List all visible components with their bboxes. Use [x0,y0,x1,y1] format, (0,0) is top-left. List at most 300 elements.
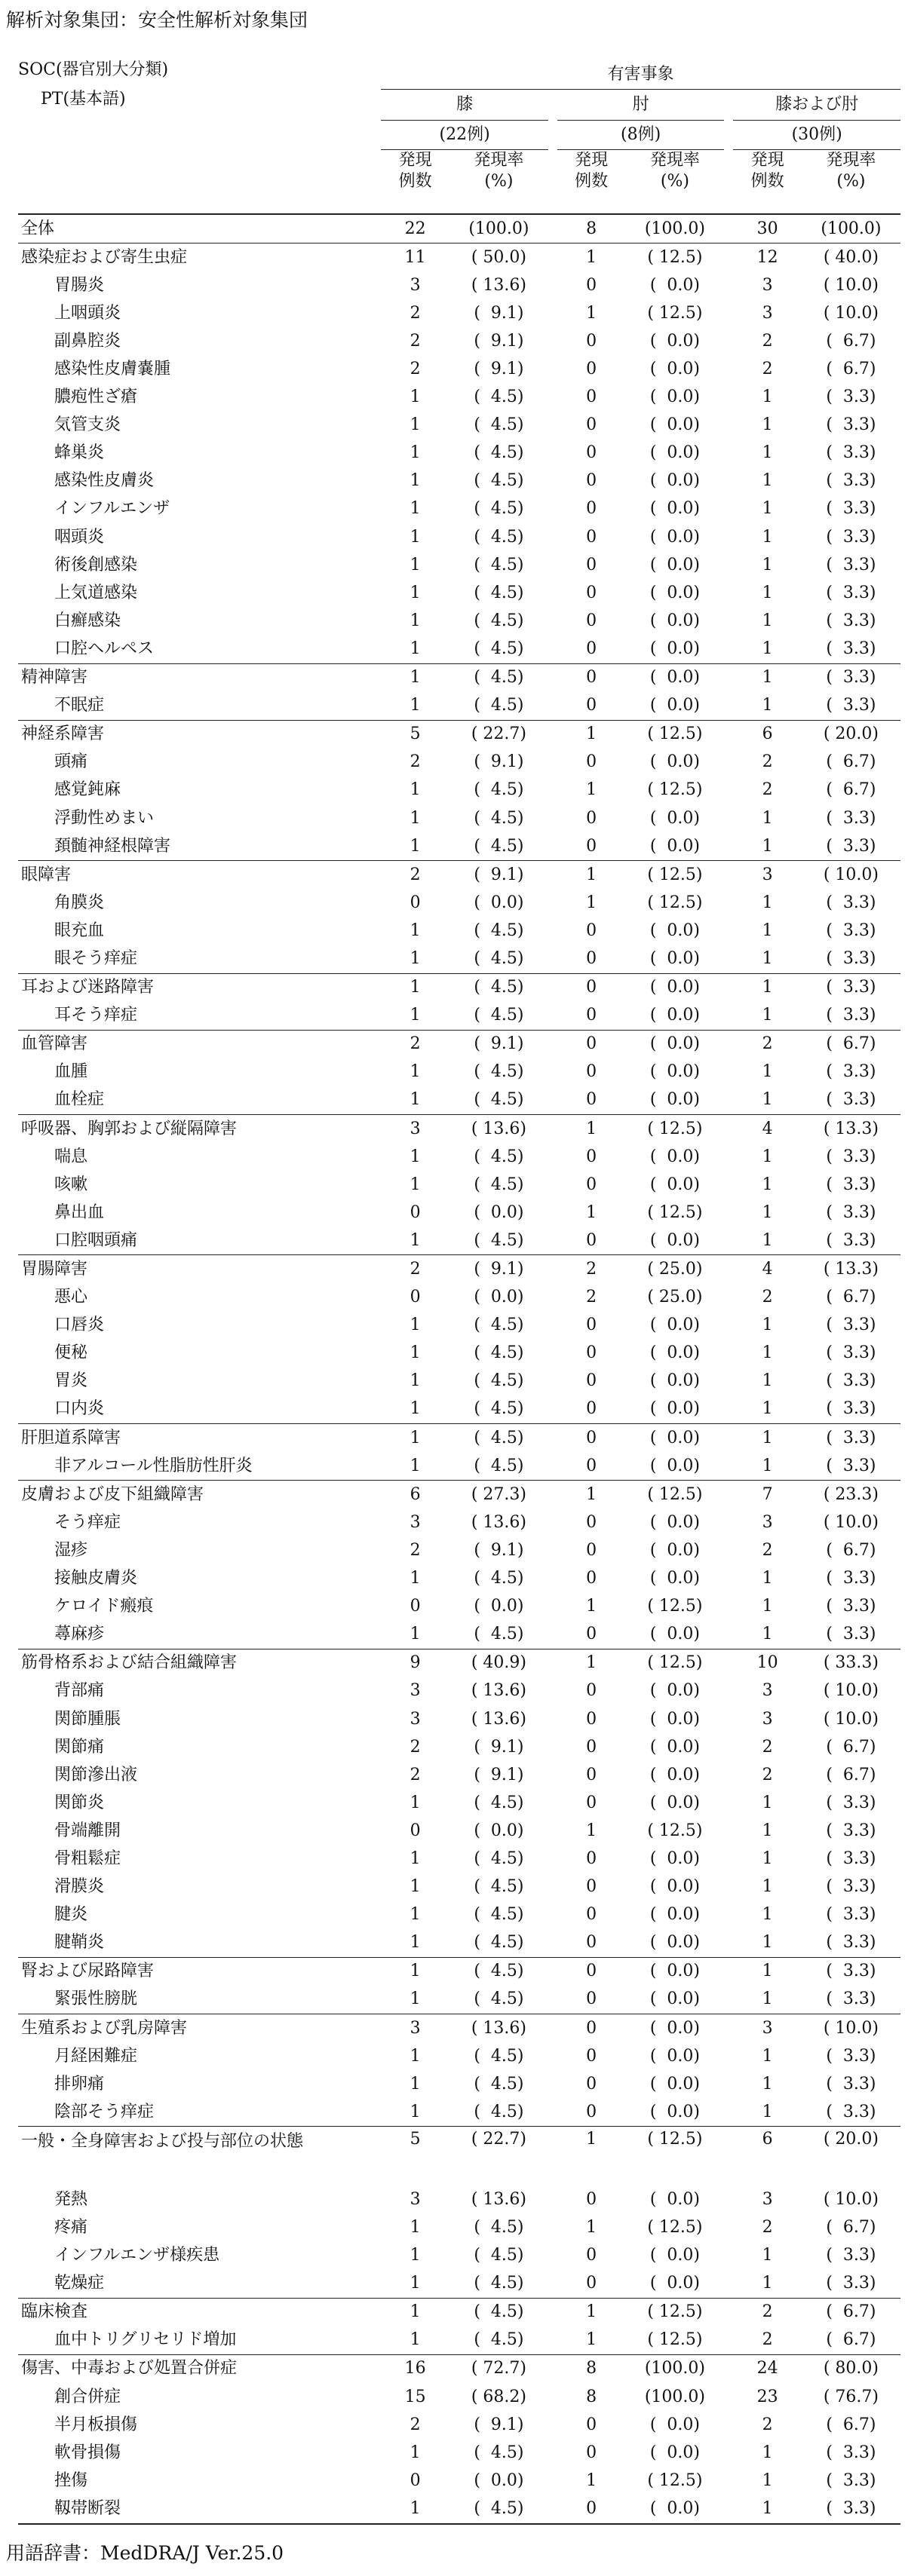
rate-knee-and-elbow: (100.0) [802,214,900,244]
pt-row [18,327,900,355]
count-column-header: 発現 例数 [381,150,449,215]
count-knee-and-elbow: 1 [733,973,802,1002]
rate-knee-and-elbow: ( 3.3) [802,663,900,692]
rate-elbow: ( 25.0) [647,1288,703,1307]
pt-row [18,1817,900,1845]
count-elbow: 2 [586,1288,597,1307]
count-knee: 1 [410,1456,421,1475]
pt-row [18,2467,900,2495]
rate-elbow: ( 12.5) [647,893,703,912]
rate-elbow: ( 0.0) [649,2246,700,2265]
count-elbow: 0 [586,1090,597,1110]
count-knee: 1 [410,611,421,630]
soc-row [18,1030,900,1058]
count-knee: 6 [381,1481,449,1509]
count-knee: 2 [381,861,449,890]
pt-row [18,1705,900,1733]
pt-name: 膿疱性ざ瘡 [54,387,138,407]
rate-knee-and-elbow: ( 3.3) [826,1456,876,1475]
count-knee-and-elbow: 2 [762,2415,773,2434]
rate-knee-and-elbow: ( 3.3) [826,1175,876,1194]
count-knee-and-elbow: 1 [762,611,773,630]
pt-row [18,1002,900,1031]
count-elbow: 0 [557,663,626,692]
rate-knee-and-elbow: ( 3.3) [826,1933,876,1953]
pt-name: 陰部そう痒症 [54,2102,155,2121]
rate-knee-and-elbow: ( 3.3) [826,1399,876,1419]
count-elbow: 0 [586,1456,597,1475]
count-elbow: 0 [586,1765,597,1784]
count-knee-and-elbow: 3 [762,275,773,295]
rate-elbow: ( 0.0) [649,611,700,630]
soc-row [18,2298,900,2326]
pt-row [18,832,900,861]
rate-knee-and-elbow: ( 3.3) [826,499,876,519]
rate-knee: ( 4.5) [474,2046,524,2066]
soc-name: 筋骨格系および結合組織障害 [18,1649,381,1677]
count-elbow: 0 [586,2074,597,2094]
pt-row [18,2411,900,2439]
count-elbow: 1 [557,1481,626,1509]
rate-elbow: ( 12.5) [647,1202,703,1222]
count-elbow: 0 [586,387,597,407]
rate-elbow: ( 0.0) [625,1030,724,1058]
rate-knee: ( 4.5) [474,836,524,856]
count-knee-and-elbow: 3 [762,2189,773,2209]
count-knee-and-elbow: 1 [762,1175,773,1194]
count-elbow: 0 [586,752,597,772]
count-knee-and-elbow: 6 [733,720,802,749]
count-knee-and-elbow: 1 [762,920,773,940]
rate-knee-and-elbow: ( 3.3) [826,2443,876,2462]
pt-row [18,1368,900,1395]
rate-knee-and-elbow: ( 23.3) [802,1481,900,1509]
count-knee-and-elbow: 1 [762,2102,773,2121]
soc-row [18,663,900,692]
count-knee-and-elbow: 3 [762,303,773,323]
count-knee-and-elbow: 2 [762,780,773,800]
rate-elbow: ( 0.0) [649,1316,700,1335]
rate-knee-and-elbow: ( 3.3) [826,1625,876,1644]
soc-column-header: SOC(器官別大分類) [18,60,169,79]
rate-knee: ( 9.1) [474,1765,524,1784]
count-elbow: 0 [586,2246,597,2265]
count-knee-and-elbow: 1 [762,1933,773,1953]
pt-row [18,1593,900,1621]
pt-row [18,1086,900,1115]
count-knee: 1 [410,1399,421,1419]
rate-knee-and-elbow: ( 80.0) [802,2354,900,2383]
rate-elbow: ( 0.0) [649,1006,700,1025]
rate-knee: ( 72.7) [449,2354,548,2383]
rate-knee: ( 4.5) [474,696,524,715]
rate-knee: ( 9.1) [449,1255,548,1284]
rate-knee-and-elbow: ( 3.3) [826,1989,876,2009]
pt-row [18,945,900,973]
rate-elbow: ( 0.0) [649,1230,700,1250]
rate-knee: ( 9.1) [474,2415,524,2434]
pt-row [18,1199,900,1227]
rate-elbow: ( 12.5) [625,1649,724,1677]
count-column-header: 発現 例数 [557,150,626,215]
dictionary-footnote: 用語辞書：MedDRA/J Ver.25.0 [6,2542,284,2564]
rate-knee-and-elbow: ( 3.3) [826,920,876,940]
rate-knee-and-elbow: ( 3.3) [826,1090,876,1110]
rate-knee: ( 4.5) [474,387,524,407]
soc-name: 感染症および寄生虫症 [18,244,381,272]
count-elbow: 0 [586,1371,597,1391]
count-knee-and-elbow: 12 [733,244,802,272]
count-knee-and-elbow: 2 [733,1030,802,1058]
pt-row [18,1536,900,1564]
count-knee: 2 [410,1737,421,1757]
count-elbow: 0 [586,2498,597,2518]
soc-name: 呼吸器、胸郭および縦隔障害 [18,1115,381,1144]
count-elbow: 0 [586,948,597,968]
count-elbow: 2 [557,1255,626,1284]
rate-knee: ( 0.0) [474,1597,524,1616]
pt-name: 疼痛 [54,2218,88,2238]
count-knee: 15 [404,2387,426,2406]
count-knee: 3 [381,1115,449,1144]
pt-row [18,1395,900,1424]
pt-row [18,1901,900,1929]
count-knee-and-elbow: 3 [762,1512,773,1532]
rate-knee: ( 4.5) [474,2246,524,2265]
count-knee-and-elbow: 2 [762,2330,773,2350]
pt-name: 関節痛 [54,1737,105,1757]
pt-name: 月経困難症 [54,2046,138,2066]
count-elbow: 0 [586,639,597,658]
pt-name: 眼そう痒症 [54,948,138,968]
pt-name: 血栓症 [54,1090,105,1110]
rate-elbow: ( 0.0) [649,1737,700,1757]
count-elbow: 0 [557,1030,626,1058]
pt-row [18,440,900,467]
count-knee: 1 [410,471,421,491]
count-knee-and-elbow: 1 [762,893,773,912]
pt-row [18,2242,900,2270]
soc-name: 胃腸障害 [18,1255,381,1284]
pt-name: 感染性皮膚嚢腫 [54,360,171,379]
rate-elbow: (100.0) [625,214,724,244]
count-knee-and-elbow: 1 [762,836,773,856]
pt-name: 排卵痛 [54,2074,105,2094]
pt-name: 咽頭炎 [54,527,105,547]
count-knee: 0 [410,1288,421,1307]
rate-elbow: ( 0.0) [625,1424,724,1453]
rate-elbow: ( 0.0) [649,583,700,602]
count-knee-and-elbow: 1 [762,1905,773,1925]
rate-knee-and-elbow: ( 3.3) [826,696,876,715]
rate-elbow: ( 0.0) [649,1147,700,1166]
rate-knee: ( 4.5) [474,1989,524,2009]
count-knee-and-elbow: 1 [762,1849,773,1868]
rate-elbow: ( 0.0) [649,387,700,407]
count-knee-and-elbow: 1 [762,1793,773,1812]
count-elbow: 0 [586,1512,597,1532]
count-elbow: 0 [586,1175,597,1194]
pt-row [18,467,900,495]
count-elbow: 1 [586,2470,597,2490]
rate-knee-and-elbow: ( 10.0) [823,1681,879,1701]
count-elbow: 0 [557,1957,626,1986]
pt-name: 腱鞘炎 [54,1933,105,1953]
pt-row [18,1171,900,1199]
pt-name: 眼充血 [54,920,105,940]
soc-name: 神経系障害 [18,720,381,749]
rate-knee-and-elbow: ( 3.3) [826,2046,876,2066]
adverse-events-header: 有害事象 [381,60,900,90]
pt-name: 白癬感染 [54,611,121,630]
pt-row [18,2439,900,2467]
count-elbow: 0 [586,360,597,379]
pt-row [18,1284,900,1312]
count-knee: 1 [410,2046,421,2066]
count-knee: 1 [410,387,421,407]
rate-knee: ( 9.1) [474,360,524,379]
count-knee-and-elbow: 1 [762,1006,773,1025]
pt-name: 湿疹 [54,1540,88,1560]
pt-name: 関節炎 [54,1793,105,1812]
rate-knee-and-elbow: ( 3.3) [826,1849,876,1868]
pt-row [18,1733,900,1761]
count-elbow: 0 [586,1849,597,1868]
count-knee-and-elbow: 3 [733,2014,802,2043]
pt-row [18,1845,900,1873]
rate-elbow: ( 12.5) [625,861,724,890]
rate-knee: ( 4.5) [474,1877,524,1897]
pt-name: 副鼻腔炎 [54,331,121,351]
rate-elbow: ( 0.0) [649,639,700,658]
count-knee-and-elbow: 1 [762,2246,773,2265]
count-elbow: 1 [557,1649,626,1677]
count-knee-and-elbow: 1 [762,527,773,547]
count-knee: 1 [410,1569,421,1588]
count-elbow: 0 [586,1989,597,2009]
count-knee: 2 [410,1540,421,1560]
rate-knee: ( 4.5) [474,1569,524,1588]
rate-knee: ( 4.5) [474,2274,524,2293]
count-knee: 2 [410,303,421,323]
count-knee: 1 [381,973,449,1002]
count-knee: 1 [410,499,421,519]
count-knee: 3 [410,1709,421,1729]
count-knee: 1 [410,1062,421,1082]
count-knee: 3 [410,1512,421,1532]
rate-elbow: ( 0.0) [649,2102,700,2121]
rate-knee: ( 4.5) [474,1625,524,1644]
pt-name: 角膜炎 [54,893,105,912]
rate-knee: ( 4.5) [474,1147,524,1166]
count-knee: 1 [410,1371,421,1391]
rate-knee-and-elbow: ( 40.0) [802,244,900,272]
rate-knee: ( 4.5) [474,1933,524,1953]
count-elbow: 0 [586,1540,597,1560]
count-knee-and-elbow: 1 [762,1371,773,1391]
count-knee: 1 [410,1230,421,1250]
rate-knee: ( 4.5) [474,415,524,435]
pt-name: 鼻出血 [54,1202,105,1222]
rate-knee-and-elbow: ( 6.7) [826,752,876,772]
count-elbow: 0 [586,1147,597,1166]
count-knee: 2 [410,331,421,351]
pt-row [18,692,900,721]
rate-knee: ( 4.5) [474,583,524,602]
count-elbow: 0 [557,2014,626,2043]
soc-row [18,1481,900,1509]
pt-row [18,2270,900,2299]
count-elbow: 0 [586,2102,597,2121]
rate-elbow: ( 0.0) [649,1905,700,1925]
pt-name: 胃腸炎 [54,275,105,295]
count-elbow: 0 [586,499,597,519]
rate-knee-and-elbow: ( 3.3) [802,1424,900,1453]
rate-knee-and-elbow: ( 3.3) [826,443,876,463]
pt-row [18,551,900,579]
rate-knee-and-elbow: ( 3.3) [826,471,876,491]
rate-knee-and-elbow: ( 3.3) [826,1905,876,1925]
rate-elbow: ( 0.0) [649,1343,700,1363]
pt-row [18,271,900,299]
rate-knee-and-elbow: ( 3.3) [826,948,876,968]
count-elbow: 0 [586,1877,597,1897]
pt-row [18,917,900,945]
count-knee: 1 [410,780,421,800]
pt-name: 術後創感染 [54,555,138,574]
rate-elbow: ( 0.0) [649,2443,700,2462]
count-knee: 16 [381,2354,449,2383]
rate-knee: ( 4.5) [449,1424,548,1453]
rate-knee-and-elbow: ( 3.3) [826,2274,876,2293]
rate-elbow: ( 25.0) [625,1255,724,1284]
soc-row [18,244,900,272]
pt-name: 咳嗽 [54,1175,88,1194]
count-knee: 1 [410,696,421,715]
count-knee-and-elbow: 2 [762,360,773,379]
count-knee-and-elbow: 2 [762,1765,773,1784]
count-knee: 1 [410,1175,421,1194]
pt-row [18,2326,900,2355]
rate-knee-and-elbow: ( 6.7) [826,1737,876,1757]
count-knee-and-elbow: 1 [762,2274,773,2293]
count-knee: 2 [410,360,421,379]
pt-name: 胃炎 [54,1371,88,1391]
rate-knee-and-elbow: ( 6.7) [826,1540,876,1560]
count-elbow: 1 [557,1115,626,1144]
count-elbow: 8 [586,2387,597,2406]
pt-row [18,1312,900,1340]
rate-knee: ( 4.5) [474,1316,524,1335]
rate-knee: ( 4.5) [474,1905,524,1925]
count-knee: 1 [410,2498,421,2518]
count-knee: 1 [410,2218,421,2238]
count-knee-and-elbow: 1 [733,1957,802,1986]
rate-elbow: ( 0.0) [649,1849,700,1868]
count-knee: 1 [410,1849,421,1868]
count-knee-and-elbow: 1 [762,583,773,602]
count-knee-and-elbow: 3 [762,1681,773,1701]
count-elbow: 0 [586,1933,597,1953]
rate-knee: ( 0.0) [474,1202,524,1222]
count-knee: 1 [410,1316,421,1335]
count-knee-and-elbow: 1 [762,1343,773,1363]
rate-elbow: ( 0.0) [649,2274,700,2293]
rate-knee-and-elbow: ( 6.7) [826,2330,876,2350]
rate-knee-and-elbow: ( 20.0) [802,2127,900,2186]
soc-row [18,2354,900,2383]
count-knee: 1 [381,1424,449,1453]
count-knee: 0 [410,1202,421,1222]
rate-knee: ( 9.1) [474,752,524,772]
rate-knee-and-elbow: ( 6.7) [802,1030,900,1058]
rate-knee-and-elbow: ( 6.7) [826,1765,876,1784]
pt-name: ケロイド瘢痕 [54,1597,154,1616]
rate-knee-and-elbow: ( 6.7) [826,2415,876,2434]
group-n-knee-and-elbow: (30例) [733,121,900,150]
pt-name: 上咽頭炎 [54,303,121,323]
rate-knee: ( 0.0) [474,893,524,912]
count-knee: 1 [410,2246,421,2265]
rate-knee: ( 9.1) [449,1030,548,1058]
rate-knee: ( 27.3) [449,1481,548,1509]
count-knee-and-elbow: 4 [733,1255,802,1284]
count-knee: 1 [410,415,421,435]
rate-elbow: ( 0.0) [649,1765,700,1784]
count-knee-and-elbow: 2 [762,1737,773,1757]
pt-name: 喘息 [54,1147,88,1166]
rate-elbow: ( 12.5) [647,1597,703,1616]
count-elbow: 0 [586,1709,597,1729]
rate-knee: ( 40.9) [449,1649,548,1677]
rate-elbow: ( 12.5) [625,1115,724,1144]
rate-elbow: ( 12.5) [625,1481,724,1509]
rate-knee: ( 4.5) [474,443,524,463]
soc-name: 耳および迷路障害 [18,973,381,1002]
rate-knee-and-elbow: ( 3.3) [826,1877,876,1897]
count-elbow: 0 [586,696,597,715]
rate-elbow: (100.0) [625,2354,724,2383]
rate-knee-and-elbow: ( 3.3) [826,1821,876,1840]
count-knee: 1 [410,527,421,547]
rate-knee: ( 4.5) [474,1399,524,1419]
count-knee-and-elbow: 7 [733,1481,802,1509]
soc-row [18,720,900,749]
count-knee: 0 [410,1597,421,1616]
rate-knee: ( 13.6) [449,2014,548,2043]
count-elbow: 0 [586,2274,597,2293]
rate-knee: ( 4.5) [474,1062,524,1082]
pt-row [18,1452,900,1481]
rate-knee: ( 4.5) [474,471,524,491]
rate-elbow: ( 0.0) [649,2415,700,2434]
rate-knee-and-elbow: ( 3.3) [826,2470,876,2490]
count-knee: 1 [410,639,421,658]
rate-knee: ( 4.5) [474,2074,524,2094]
count-knee-and-elbow: 1 [762,1062,773,1082]
rate-knee-and-elbow: ( 3.3) [826,415,876,435]
rate-knee: ( 4.5) [474,527,524,547]
pt-row [18,1761,900,1789]
count-knee: 11 [381,244,449,272]
rate-knee-and-elbow: ( 3.3) [826,2102,876,2121]
rate-knee: ( 9.1) [474,1540,524,1560]
rate-elbow: ( 0.0) [649,415,700,435]
pt-name: 口腔咽頭痛 [54,1230,138,1250]
count-elbow: 0 [557,973,626,1002]
count-knee: 1 [410,920,421,940]
pt-row [18,299,900,327]
